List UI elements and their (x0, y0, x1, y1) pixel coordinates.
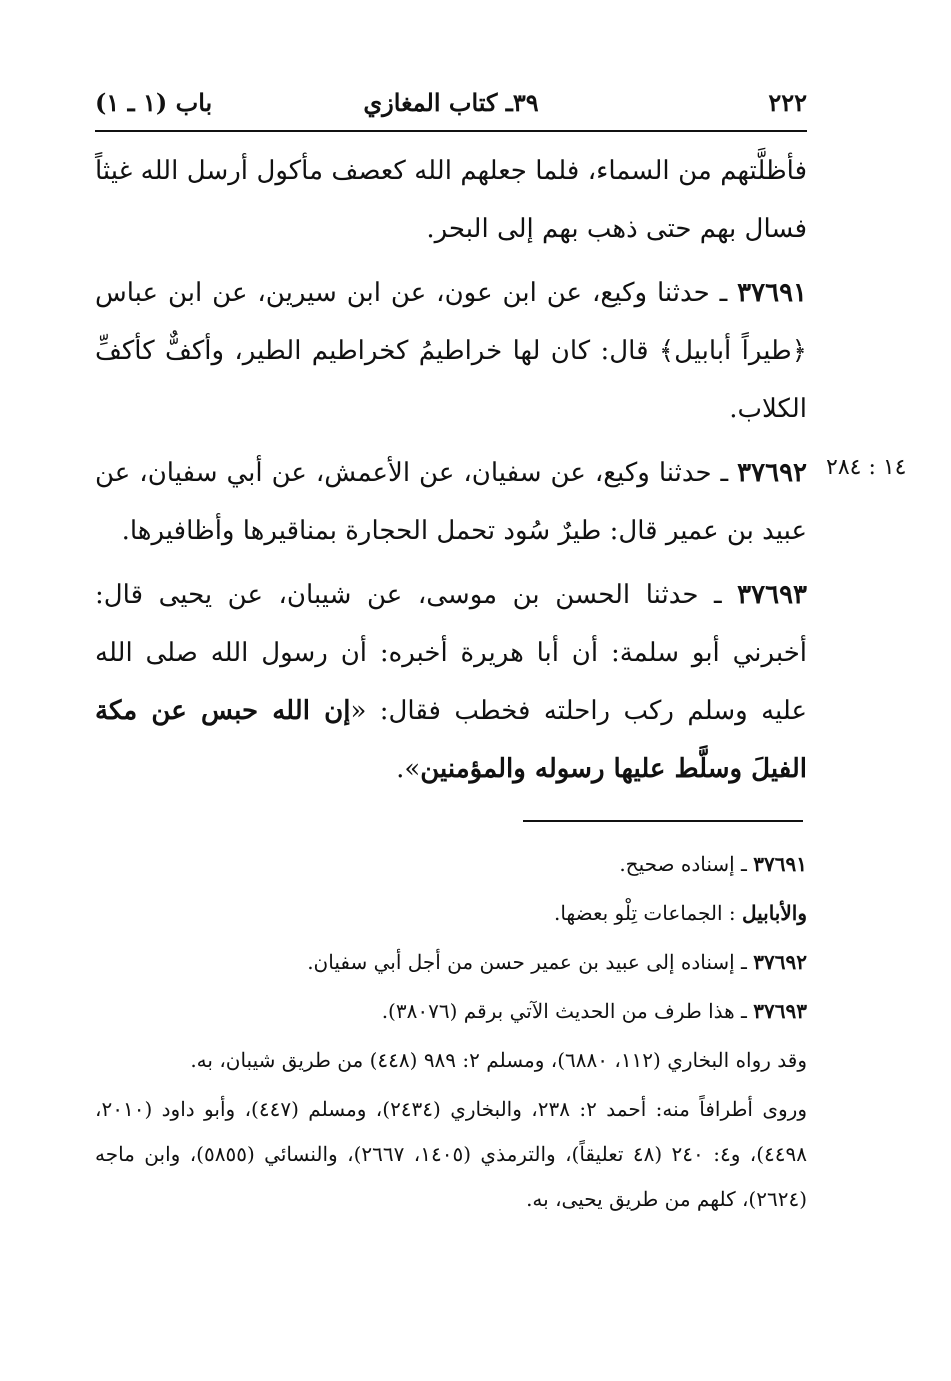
running-header (95, 80, 807, 132)
footnote-text: ـ إسناده صحيح. (619, 852, 754, 876)
hadith-number: ٣٧٦٩٢ (737, 458, 807, 488)
hadith-text: ـ حدثنا وكيع، عن ابن عون، عن ابن سيرين، عن ابن عباس ﴿طيراً أبابيل﴾ قال: كان لها خراطيمُ كخراطيم الطير، وأكفٌّ كأكفِّ الكلاب. (95, 278, 807, 424)
footnote (95, 891, 807, 936)
footnote-term: والأبابيل (741, 901, 807, 925)
hadith-text: ـ حدثنا الحسن بن موسى، عن شيبان، عن يحيى قال: أخبرني أبو سلمة: أن أبا هريرة أخبره: أن رسول الله صلى الله عليه وسلم ركب راحلته فخطب فقال: « (95, 580, 807, 726)
main-text (95, 142, 807, 798)
paragraph (95, 142, 807, 258)
page-number: ٢٢٢ (768, 88, 807, 117)
footnote-text: وقد رواه البخاري (١١٢، ٦٨٨٠)، ومسلم ٢: ٩٨٩ (٤٤٨) من طريق شيبان، به. (190, 1048, 807, 1072)
hadith-end: ». (396, 754, 421, 784)
paragraph-text: فأظلَّتهم من السماء، فلما جعلهم الله كعصف مأكول أرسل الله غيثاً فسال بهم حتى ذهب بهم إلى البحر. (95, 156, 807, 244)
hadith-37692 (95, 444, 807, 560)
footnote (95, 842, 807, 887)
header-chapter: باب (١ ـ ١) (95, 88, 213, 117)
page (95, 80, 807, 804)
header-title: ٣٩ـ كتاب المغازي (363, 88, 539, 117)
footnote-text: ـ هذا طرف من الحديث الآتي برقم (٣٨٠٧٦). (381, 999, 754, 1023)
footnote-text: ـ إسناده إلى عبيد بن عمير حسن من أجل أبي سفيان. (307, 950, 754, 974)
hadith-number: ٣٧٦٩١ (737, 278, 807, 308)
hadith-number: ٣٧٦٩٣ (737, 580, 807, 610)
footnotes (95, 842, 807, 1226)
footnote (95, 940, 807, 985)
footnote-number: ٣٧٦٩١ (753, 852, 807, 876)
footnote-number: ٣٧٦٩٢ (753, 950, 807, 974)
footnote-text: وروى أطرافاً منه: أحمد ٢: ٢٣٨، والبخاري (٢٤٣٤)، ومسلم (٤٤٧)، وأبو داود (٢٠١٠، ٤٤٩٨)، و٤: ٢٤٠ (٤٨ تعليقاً)، والترمذي (١٤٠٥، ٢٦٦٧)، والنسائي (٥٨٥٥)، وابن ماجه (٢٦٢٤)، كلهم من طريق يحيى، به. (95, 1097, 807, 1211)
margin-reference: ١٤ : ٢٨٤ (826, 455, 907, 480)
hadith-37693 (95, 566, 807, 798)
footnote-separator (523, 820, 803, 822)
footnote (95, 1087, 807, 1222)
hadith-37691 (95, 264, 807, 438)
footnote-text: : الجماعات تِلْو بعضها. (553, 901, 742, 925)
footnote-number: ٣٧٦٩٣ (753, 999, 807, 1023)
footnote (95, 1038, 807, 1083)
hadith-quote-bold: إن الله حبس عن مكة الفيلَ وسلَّط عليها رسوله والمؤمنين (95, 696, 807, 784)
footnote (95, 989, 807, 1034)
hadith-text: ـ حدثنا وكيع، عن سفيان، عن الأعمش، عن أبي سفيان، عن عبيد بن عمير قال: طيرٌ سُود تحمل الحجارة بمناقيرها وأظافيرها. (95, 458, 807, 546)
